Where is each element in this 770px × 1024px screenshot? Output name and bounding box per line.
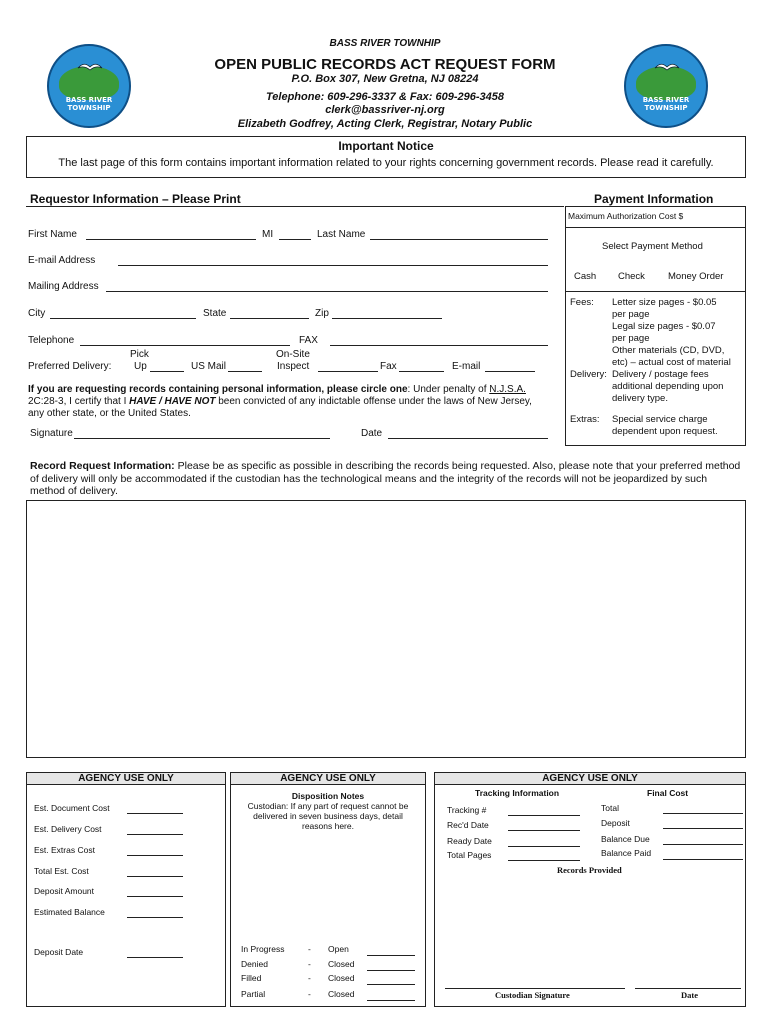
balance-due-label: Balance Due [601, 834, 650, 844]
pickup-option[interactable] [150, 371, 184, 372]
delivery-label: Delivery: [570, 369, 607, 380]
certification-text: If you are requesting records containing personal information, please circle one: Under penalty of N.J.S.A. 2C:28-3, I certify that I HAVE / HAVE NOT been convicted of any indictable offense under the laws of New Jersey, any other state, or the United States. [28, 384, 532, 419]
important-notice-box [26, 136, 746, 178]
onsite-option[interactable] [318, 371, 378, 372]
select-method-label: Select Payment Method [602, 241, 703, 252]
record-request-textarea[interactable] [26, 500, 746, 758]
status-filled: Filled [241, 973, 262, 983]
inspect-label: Inspect [277, 361, 310, 372]
custodian-date-label: Date [681, 990, 698, 1000]
us-mail-option[interactable] [228, 371, 262, 372]
fax-label: FAX [299, 335, 318, 346]
first-name-label: First Name [28, 229, 77, 240]
custodian-signature-label: Custodian Signature [495, 990, 570, 1000]
est-document-cost-field[interactable] [127, 813, 183, 814]
disposition-text: Custodian: If any part of request cannot be delivered in seven business days, detail reasons here. [247, 801, 409, 831]
est-extras-cost-label: Est. Extras Cost [34, 845, 95, 855]
estimated-balance-label: Estimated Balance [34, 907, 105, 917]
total-label: Total [601, 803, 619, 813]
dash: - [308, 959, 311, 969]
result-closed: Closed [328, 989, 355, 999]
result-closed: Closed [328, 959, 355, 969]
have-have-not-choice[interactable]: HAVE / HAVE NOT [129, 396, 216, 407]
partial-field[interactable] [367, 1000, 415, 1001]
check-option[interactable]: Check [618, 271, 645, 282]
first-name-field[interactable] [86, 239, 256, 240]
signature-label: Signature [30, 428, 73, 439]
agency-heading-2: AGENCY USE ONLY [280, 773, 376, 784]
agency-heading-3: AGENCY USE ONLY [542, 773, 638, 784]
state-field[interactable] [230, 318, 309, 319]
deposit-amount-label: Deposit Amount [34, 886, 95, 896]
fees-list: Letter size pages - $0.05 per page Legal size pages - $0.07 per page Other materials (CD, DVD, etc) – actual cost of material [612, 297, 731, 368]
telephone-label: Telephone [28, 335, 75, 346]
est-delivery-cost-label: Est. Delivery Cost [34, 824, 102, 834]
extras-list: Special service charge dependent upon request. [612, 414, 718, 437]
zip-label: Zip [315, 308, 329, 319]
fees-label: Fees: [570, 297, 594, 308]
last-name-field[interactable] [370, 239, 548, 240]
filled-field[interactable] [367, 984, 415, 985]
notice-title: Important Notice [338, 139, 434, 153]
email-field[interactable] [118, 265, 548, 266]
money-order-option[interactable]: Money Order [668, 271, 724, 282]
mi-label: MI [262, 229, 274, 240]
status-in-progress: In Progress [241, 944, 285, 954]
est-document-cost-label: Est. Document Cost [34, 803, 110, 813]
dash: - [308, 944, 311, 954]
deposit-label: Deposit [601, 818, 630, 828]
phone: Telephone: 609-296-3337 & Fax: 609-296-3458 [265, 91, 505, 103]
deposit-field[interactable] [663, 828, 743, 829]
agency-box-costs [26, 772, 226, 1007]
preferred-delivery-label: Preferred Delivery: [28, 361, 112, 372]
total-pages-label: Total Pages [447, 850, 492, 860]
final-cost-title: Final Cost [647, 788, 689, 798]
telephone-field[interactable] [80, 345, 290, 346]
status-denied: Denied [241, 959, 268, 969]
requestor-heading: Requestor Information – Please Print [30, 192, 241, 206]
status-partial: Partial [241, 989, 266, 999]
tracking-title: Tracking Information [475, 788, 560, 798]
date-field[interactable] [388, 438, 548, 439]
dash: - [308, 973, 311, 983]
cash-option[interactable]: Cash [574, 271, 597, 282]
email-option[interactable] [485, 371, 535, 372]
total-field[interactable] [663, 813, 743, 814]
recd-date-field[interactable] [508, 830, 580, 831]
disposition-title: Disposition Notes [291, 791, 365, 801]
pick-label: Pick [130, 349, 149, 360]
dash: - [308, 989, 311, 999]
ready-date-field[interactable] [508, 846, 580, 847]
township-name: BASS RIVER TOWNHIP [329, 38, 441, 49]
est-delivery-cost-field[interactable] [127, 834, 183, 835]
est-extras-cost-field[interactable] [127, 855, 183, 856]
custodian-signature-field[interactable] [445, 988, 625, 989]
email-label: E-mail Address [28, 255, 96, 266]
deposit-date-label: Deposit Date [34, 947, 84, 957]
agency-box-disposition [230, 772, 426, 1007]
township-seal-left: BASS RIVER TOWNSHIP [47, 44, 131, 128]
delivery-list: Delivery / postage fees additional depending upon delivery type. [612, 369, 724, 404]
state-label: State [203, 308, 227, 319]
max-auth-label: Maximum Authorization Cost $ [568, 211, 684, 221]
form-title: OPEN PUBLIC RECORDS ACT REQUEST FORM [214, 56, 556, 73]
mailing-label: Mailing Address [28, 281, 99, 292]
mi-field[interactable] [279, 239, 311, 240]
township-seal-right: BASS RIVER TOWNSHIP [624, 44, 708, 128]
mailing-field[interactable] [106, 291, 548, 292]
city-label: City [28, 308, 46, 319]
payment-heading: Payment Information [594, 192, 714, 206]
fax-field[interactable] [330, 345, 548, 346]
deposit-date-field[interactable] [127, 957, 183, 958]
date-label: Date [361, 428, 383, 439]
fax-option[interactable] [399, 371, 444, 372]
records-provided-area[interactable] [435, 877, 745, 987]
us-mail-label: US Mail [191, 361, 227, 372]
zip-field[interactable] [332, 318, 442, 319]
denied-field[interactable] [367, 970, 415, 971]
total-est-cost-field[interactable] [127, 876, 183, 877]
extras-label: Extras: [570, 414, 600, 425]
record-request-instructions: Record Request Information: Please be as specific as possible in describing the records being requested. Also, please note that your preferred method of delivery will only be accommodated if the custodian has the technological means and the integrity of the records will not be jeopardized by such method of delivery. [30, 460, 741, 497]
records-provided-label: Records Provided [557, 865, 622, 875]
custodian-date-field[interactable] [635, 988, 741, 989]
total-pages-field[interactable] [508, 860, 580, 861]
total-est-cost-label: Total Est. Cost [34, 866, 89, 876]
in-progress-field[interactable] [367, 955, 415, 956]
agency-heading-1: AGENCY USE ONLY [78, 773, 174, 784]
payment-box [565, 206, 746, 446]
balance-paid-field[interactable] [663, 859, 743, 860]
signature-field[interactable] [74, 438, 330, 439]
balance-paid-label: Balance Paid [601, 848, 652, 858]
estimated-balance-field[interactable] [127, 917, 183, 918]
clerk-name: Elizabeth Godfrey, Acting Clerk, Registrar, Notary Public [237, 118, 533, 130]
agency-box-tracking [434, 772, 746, 1007]
up-label: Up [134, 361, 147, 372]
result-closed: Closed [328, 973, 355, 983]
result-open: Open [328, 944, 349, 954]
onsite-label: On-Site [276, 349, 310, 360]
fax-option-label: Fax [380, 361, 397, 372]
tracking-number-field[interactable] [508, 815, 580, 816]
balance-due-field[interactable] [663, 844, 743, 845]
city-field[interactable] [50, 318, 196, 319]
deposit-amount-field[interactable] [127, 896, 183, 897]
email: clerk@bassriver-nj.org [325, 104, 445, 116]
last-name-label: Last Name [317, 229, 366, 240]
email-option-label: E-mail [452, 361, 481, 372]
tracking-number-label: Tracking # [447, 805, 487, 815]
notice-text: The last page of this form contains important information related to your rights concerning government records. Please read it carefully. [58, 157, 714, 169]
address: P.O. Box 307, New Gretna, NJ 08224 [291, 73, 479, 85]
recd-date-label: Rec'd Date [447, 820, 489, 830]
ready-date-label: Ready Date [447, 836, 492, 846]
